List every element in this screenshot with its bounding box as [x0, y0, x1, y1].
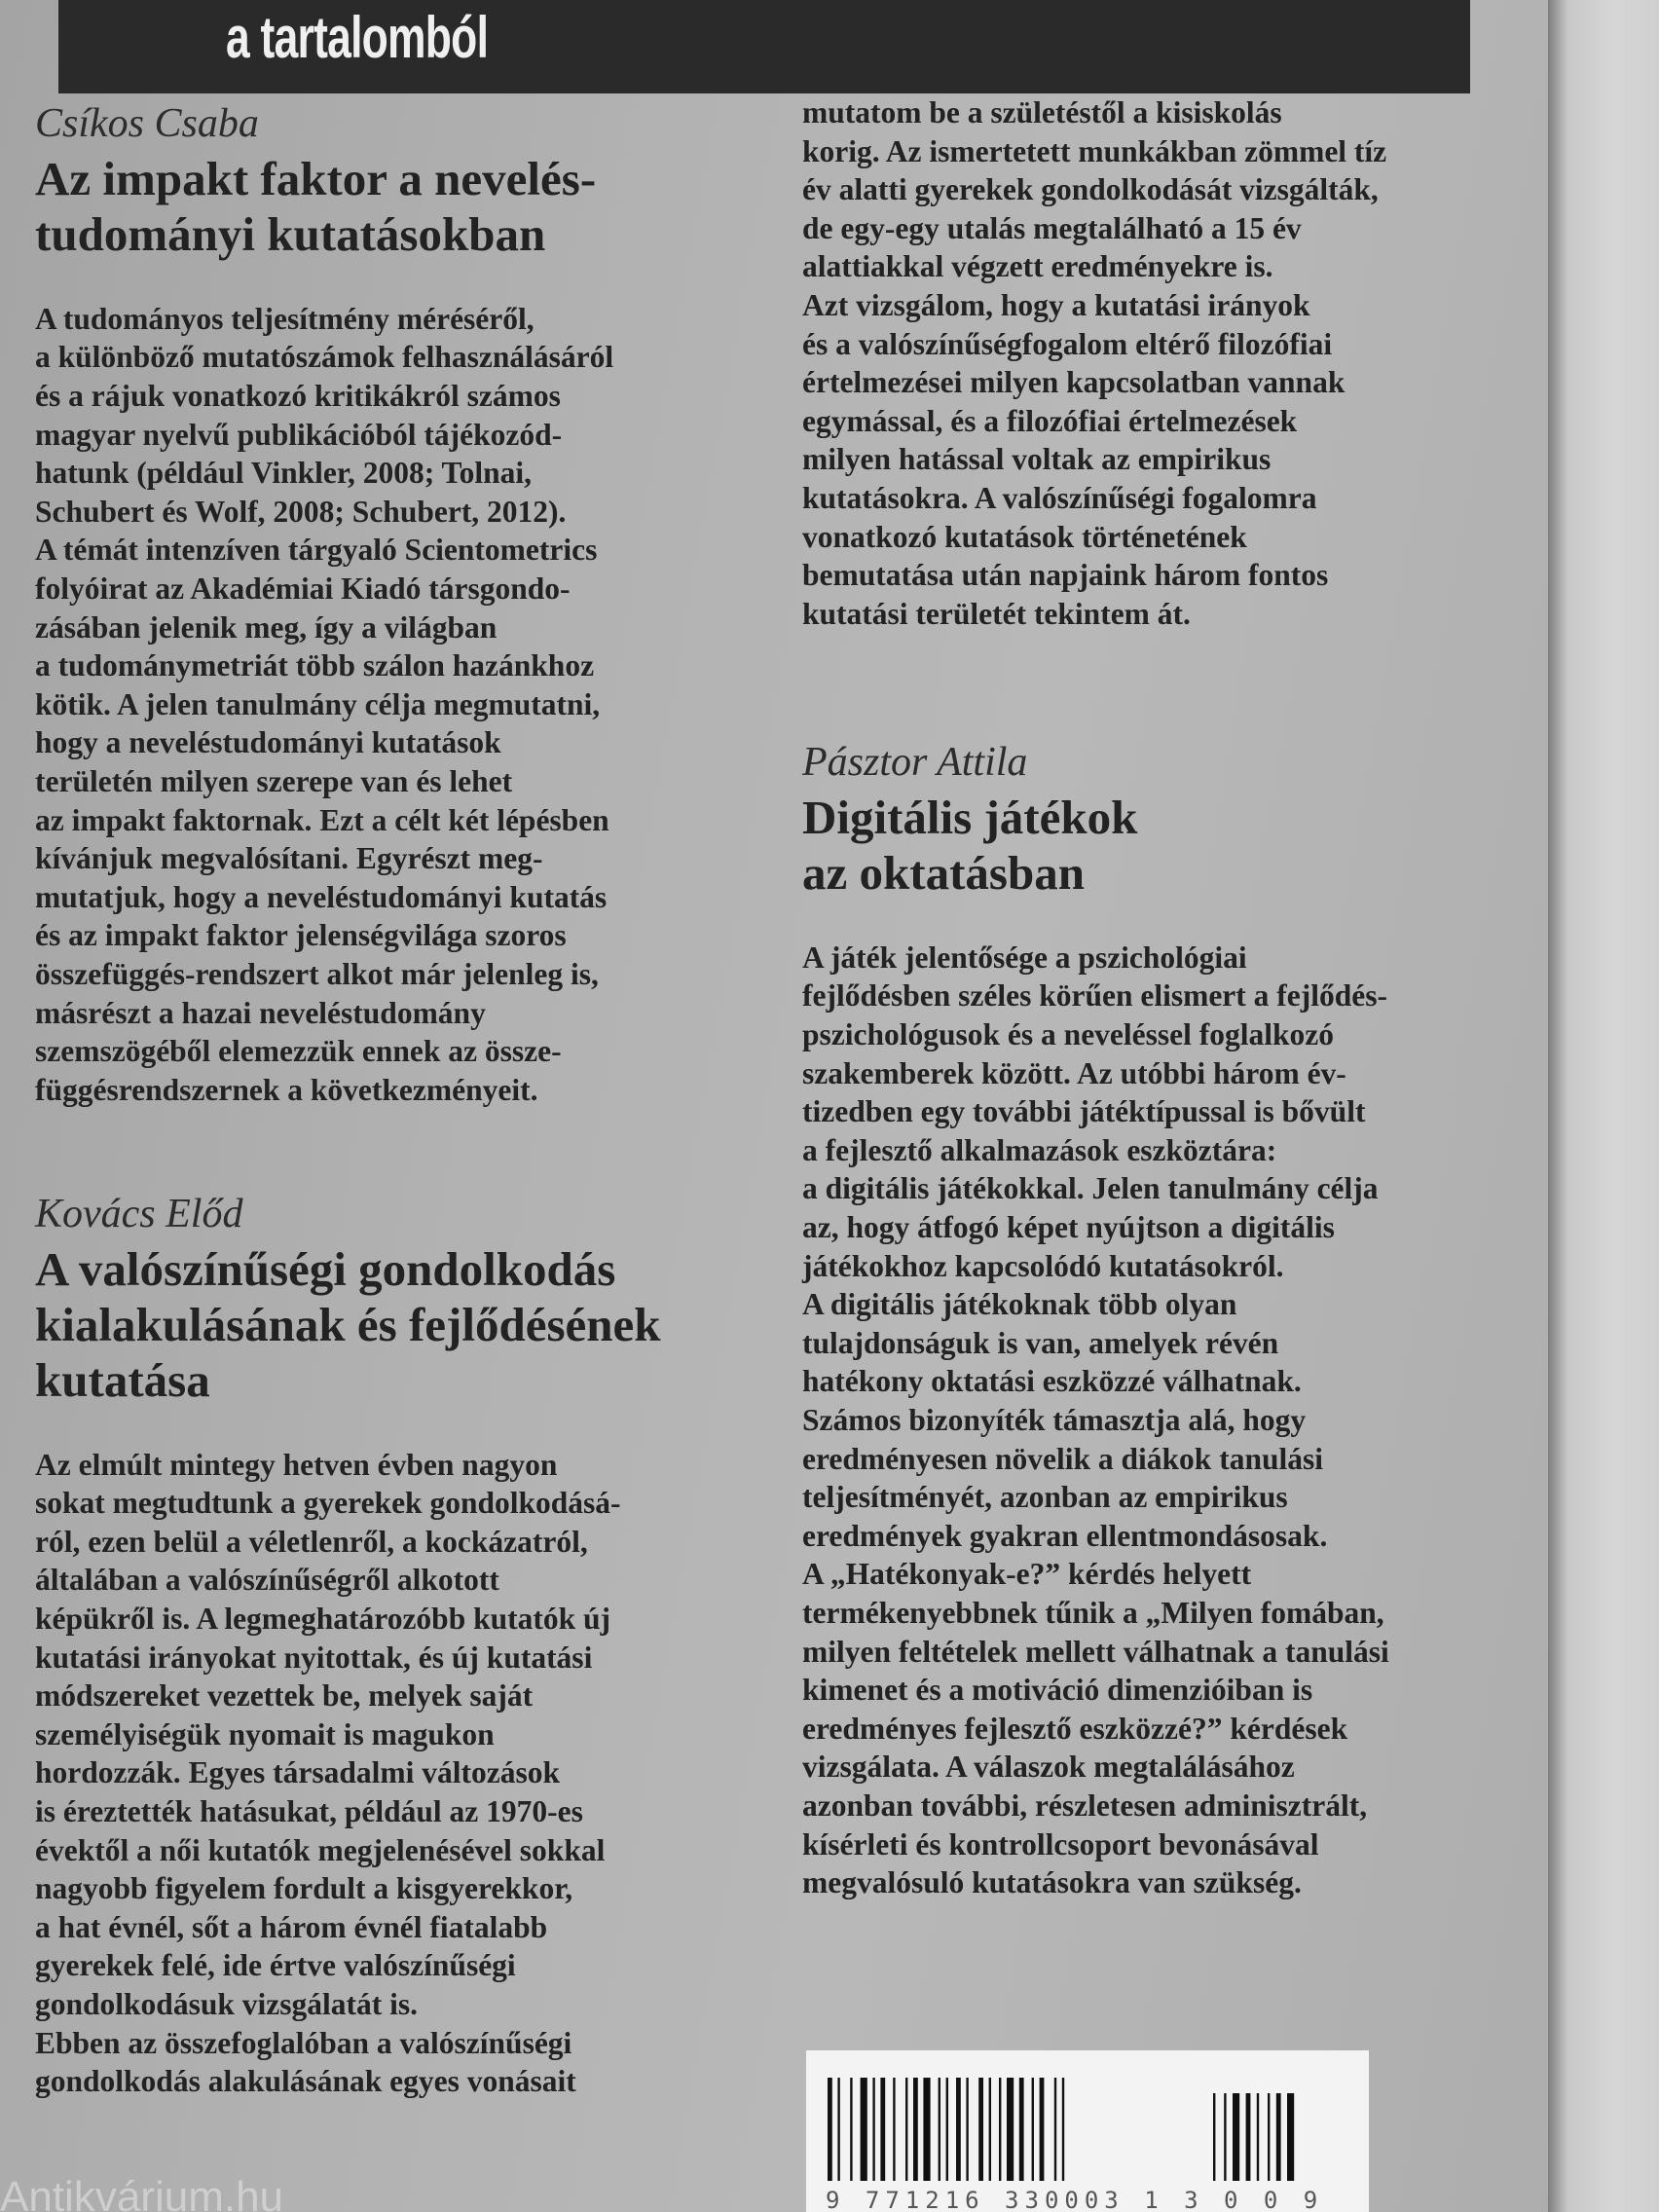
abstract-line: gondolkodás alakulásának egyes vonásait: [35, 2064, 576, 2099]
abstract-line: módszereket vezettek be, melyek saját: [35, 1678, 534, 1714]
barcode-bar: [978, 2078, 983, 2181]
abstract-line: kötik. A jelen tanulmány célja megmutatni,: [35, 686, 601, 721]
abstract-line: általában a valószínűségről alkotott: [35, 1563, 499, 1598]
article-kovacs-continued: [802, 93, 1484, 633]
abstract-line: személyiségük nyomait is magukon: [35, 1716, 495, 1751]
abstract-line: szakemberek között. Az utóbbi három év-: [802, 1055, 1346, 1090]
abstract-line: A témát intenzíven tárgyaló Scientometrics: [35, 533, 598, 568]
barcode-bar: [1007, 2078, 1014, 2181]
abstract-line: sokat megtudtunk a gyerekek gondolkodásá-: [35, 1486, 621, 1521]
barcode-bar: [828, 2078, 832, 2181]
abstract-line: termékenyebbnek tűnik a „Milyen fomában,: [802, 1595, 1384, 1630]
abstract-line: gyerekek felé, ide értve valószínűségi: [35, 1948, 516, 1983]
abstract-line: játékokhoz kapcsolódó kutatásokról.: [802, 1248, 1284, 1283]
abstract-line: hordozzák. Egyes társadalmi változások: [35, 1755, 560, 1790]
barcode-bar: [1268, 2093, 1270, 2181]
article-abstract: [35, 300, 736, 1109]
abstract-line: pszichológusok és a neveléssel foglalkozó: [802, 1017, 1335, 1052]
abstract-line: összefüggés-rendszert alkot már jelenleg is,: [35, 956, 599, 991]
abstract-line: ról, ezen belül a véletlenről, a kockázatról,: [35, 1524, 588, 1559]
abstract-line: bemutatása után napjaink három fontos: [802, 558, 1329, 593]
abstract-line: tulajdonságuk is van, amelyek révén: [802, 1325, 1279, 1360]
barcode-bar: [880, 2078, 885, 2181]
title-line: kutatása: [35, 1352, 210, 1407]
abstract-line: kimenet és a motiváció dimenzióiban is: [802, 1673, 1313, 1708]
abstract-line: függésrendszernek a következményeit.: [35, 1072, 538, 1107]
title-line: Digitális játékok: [802, 791, 1138, 845]
title-line: tudományi kutatásokban: [35, 207, 546, 262]
abstract-line: hatékony oktatási eszközzé válhatnak.: [802, 1364, 1302, 1399]
abstract-line: a digitális játékokkal. Jelen tanulmány célja: [802, 1171, 1379, 1206]
abstract-line: milyen hatással voltak az empirikus: [802, 442, 1272, 477]
abstract-line: folyóirat az Akadémiai Kiadó társgondo-: [35, 571, 571, 606]
abstract-line: és a valószínűségfogalom eltérő filozófiai: [802, 326, 1333, 361]
abstract-line: gondolkodásuk vizsgálatát is.: [35, 1986, 418, 2021]
barcode-bar: [1233, 2093, 1239, 2181]
abstract-line: teljesítményét, azonban az empirikus: [802, 1480, 1288, 1515]
barcode-bar: [923, 2078, 930, 2181]
abstract-line: kívánjuk megvalósítani. Egyrészt meg-: [35, 841, 543, 876]
abstract-line: milyen feltételek mellett válhatnak a tanulási: [802, 1634, 1389, 1669]
abstract-line: fejlődésben széles körűen elismert a fejlődés-: [802, 978, 1387, 1014]
barcode-bar: [989, 2078, 991, 2181]
barcode-bar: [1054, 2078, 1056, 2181]
abstract-line: korig. Az ismertetett munkákban zömmel tíz: [802, 133, 1387, 168]
abstract-line: a fejlesztő alkalmazások eszköztára:: [802, 1132, 1277, 1167]
barcode-digits: 9 771216 330003 1 3 0 0 9: [826, 2187, 1324, 2212]
abstract-line: alattiakkal végzett eredményekre is.: [802, 249, 1273, 284]
barcode: [806, 2050, 1369, 2212]
abstract-line: mutatjuk, hogy a neveléstudományi kutatás: [35, 879, 608, 914]
article-author: Pásztor Attila: [802, 740, 1028, 785]
abstract-line: az impakt faktornak. Ezt a célt két lépésben: [35, 802, 609, 837]
abstract-line: kísérleti és kontrollcsoport bevonásával: [802, 1826, 1319, 1862]
abstract-line: zásában jelenik meg, így a világban: [35, 609, 498, 645]
abstract-line: hatunk (például Vinkler, 2008; Tolnai,: [35, 456, 533, 491]
barcode-bar: [939, 2078, 940, 2181]
barcode-bar: [913, 2078, 918, 2181]
abstract-line: értelmezései milyen kapcsolatban vannak: [802, 365, 1346, 400]
barcode-bar: [1040, 2078, 1045, 2181]
barcode-bar: [1246, 2093, 1251, 2181]
abstract-line: nagyobb figyelem fordult a kisgyerekkor,: [35, 1871, 573, 1906]
abstract-line: vizsgálata. A válaszok megtalálásához: [802, 1750, 1295, 1785]
abstract-line: is éreztették hatásukat, például az 1970-es: [35, 1794, 583, 1829]
abstract-line: Schubert és Wolf, 2008; Schubert, 2012).: [35, 494, 567, 529]
section-header-title: a tartalomból: [226, 5, 489, 70]
abstract-line: területén milyen szerepe van és lehet: [35, 763, 513, 798]
title-line: A valószínűségi gondolkodás: [35, 1242, 616, 1297]
article-author: Csíkos Csaba: [35, 101, 259, 146]
abstract-line: kutatásokra. A valószínűségi fogalomra: [802, 480, 1317, 515]
abstract-line: másrészt a hazai neveléstudomány: [35, 995, 486, 1030]
barcode-bar: [1257, 2093, 1259, 2181]
abstract-line: eredmények gyakran ellentmondásosak.: [802, 1518, 1328, 1553]
barcode-bars: [824, 2078, 1349, 2183]
barcode-bar: [1019, 2078, 1024, 2181]
abstract-line: és az impakt faktor jelenségvilága szoros: [35, 918, 567, 953]
article-abstract: [802, 939, 1484, 1902]
article-pasztor: [802, 740, 1484, 1902]
abstract-line: Az elmúlt mintegy hetven évben nagyon: [35, 1447, 558, 1482]
abstract-line: magyar nyelvű publikációból tájékozód-: [35, 417, 563, 452]
abstract-line: A játék jelentősége a pszichológiai: [802, 940, 1247, 975]
article-title: [35, 152, 736, 263]
barcode-bar: [946, 2078, 948, 2181]
barcode-bar: [1213, 2093, 1215, 2181]
abstract-line: a hat évnél, sőt a három évnél fiatalabb: [35, 1909, 548, 1944]
abstract-line: vonatkozó kutatások történetének: [802, 519, 1247, 554]
barcode-bar: [861, 2078, 867, 2181]
abstract-line: a különböző mutatószámok felhasználásáról: [35, 340, 614, 375]
abstract-line: kutatási területét tekintem át.: [802, 596, 1191, 631]
abstract-line: A tudományos teljesítmény méréséről,: [35, 301, 535, 336]
article-title: [35, 1242, 736, 1408]
abstract-line: A „Hatékonyak-e?” kérdés helyett: [802, 1557, 1252, 1592]
abstract-line: Ebben az összefoglalóban a valószínűségi: [35, 2025, 572, 2060]
article-author: Kovács Előd: [35, 1192, 243, 1236]
section-header-bar: [58, 0, 1470, 93]
article-title: [802, 791, 1484, 902]
watermark: Antikvárium.hu: [0, 2173, 284, 2212]
barcode-bar: [893, 2078, 895, 2181]
abstract-line: Azt vizsgálom, hogy a kutatási irányok: [802, 287, 1310, 322]
barcode-bar: [872, 2078, 874, 2181]
article-abstract: [35, 1446, 736, 2101]
abstract-line: A digitális játékoknak több olyan: [802, 1287, 1237, 1322]
barcode-bar: [1287, 2093, 1294, 2181]
abstract-line: mutatom be a születéstől a kisiskolás: [802, 95, 1282, 129]
abstract-line: év alatti gyerekek gondolkodását vizsgálták,: [802, 172, 1379, 207]
abstract-line: képükről is. A legmeghatározóbb kutatók új: [35, 1602, 611, 1637]
abstract-line: azonban további, részletesen adminisztrált,: [802, 1788, 1368, 1823]
barcode-bar: [956, 2078, 961, 2181]
article-csikos: [35, 101, 736, 1109]
abstract-line: de egy-egy utalás megtalálható a 15 év: [802, 210, 1302, 245]
barcode-bar: [850, 2078, 852, 2181]
article-kovacs: [35, 1192, 736, 2101]
abstract-line: megvalósuló kutatásokra van szükség.: [802, 1865, 1302, 1900]
abstract-line: Számos bizonyíték támasztja alá, hogy: [802, 1402, 1307, 1437]
barcode-bar: [1276, 2093, 1281, 2181]
abstract-line: eredményes fejlesztő eszközzé?” kérdések: [802, 1711, 1348, 1746]
barcode-bar: [1032, 2078, 1034, 2181]
article-abstract-continued: [802, 93, 1484, 633]
page-edge: [1548, 0, 1659, 2212]
abstract-line: és a rájuk vonatkozó kritikákról számos: [35, 379, 561, 414]
abstract-line: évektől a női kutatók megjelenésével sokkal: [35, 1832, 606, 1867]
barcode-bar: [837, 2078, 839, 2181]
barcode-bar: [966, 2078, 968, 2181]
barcode-bar: [905, 2078, 907, 2181]
title-line: kialakulásának és fejlődésének: [35, 1298, 661, 1352]
barcode-bar: [1062, 2078, 1064, 2181]
abstract-line: szemszögéből elemezzük ennek az össze-: [35, 1034, 562, 1069]
abstract-line: az, hogy átfogó képet nyújtson a digitális: [802, 1210, 1335, 1244]
abstract-line: eredményesen növelik a diákok tanulási: [802, 1441, 1323, 1476]
title-line: az oktatásban: [802, 846, 1085, 901]
title-line: Az impakt faktor a nevelés-: [35, 152, 597, 206]
abstract-line: hogy a neveléstudományi kutatások: [35, 725, 501, 760]
abstract-line: kutatási irányokat nyitottak, és új kutatási: [35, 1640, 593, 1675]
abstract-line: egymással, és a filozófiai értelmezések: [802, 403, 1298, 438]
abstract-line: tizedben egy további játéktípussal is bővült: [802, 1094, 1366, 1129]
barcode-bar: [1224, 2093, 1226, 2181]
abstract-line: a tudománymetriát több szálon hazánkhoz: [35, 648, 595, 683]
barcode-bar: [999, 2078, 1001, 2181]
